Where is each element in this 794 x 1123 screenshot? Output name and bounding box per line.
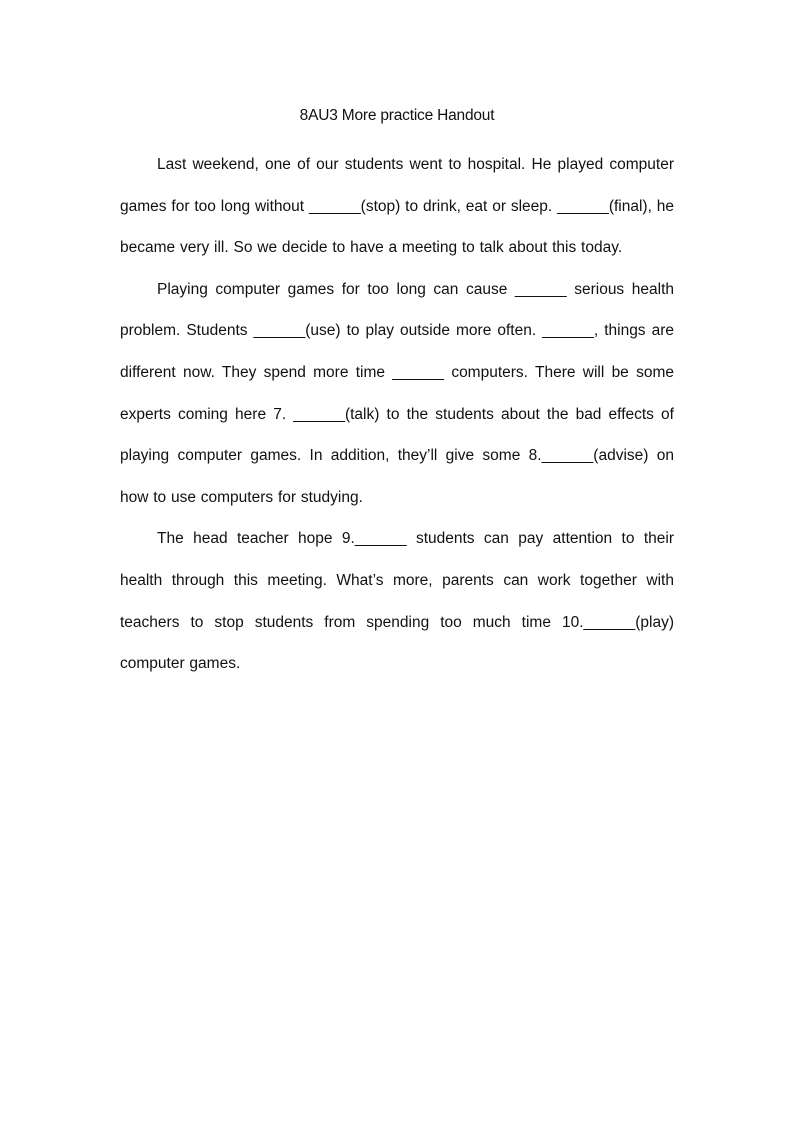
paragraph-2: Playing computer games for too long can cause ______ serious health problem. Students ______(use) to play outside more often. ______, things are different now. They spend more time ______ computers. There will be some experts coming here 7. ______(talk) to the students about the bad effects of playing computer games. In addition, they’ll give some 8.______(advise) on how to use computers for studying.: [120, 280, 674, 506]
paragraph-1: Last weekend, one of our students went to hospital. He played computer games for too long without ______(stop) to drink, eat or sleep. ______(final), he became very ill. So we decide to have a meeting to talk about this today.: [120, 156, 674, 257]
paragraph-3: The head teacher hope 9.______ students can pay attention to their health through this meeting. What’s more, parents can work together with teachers to stop students from spending too much time 10.______(play) computer games.: [120, 530, 674, 673]
handout-title: 8AU3 More practice Handout: [299, 107, 495, 124]
handout-body: [120, 144, 674, 685]
